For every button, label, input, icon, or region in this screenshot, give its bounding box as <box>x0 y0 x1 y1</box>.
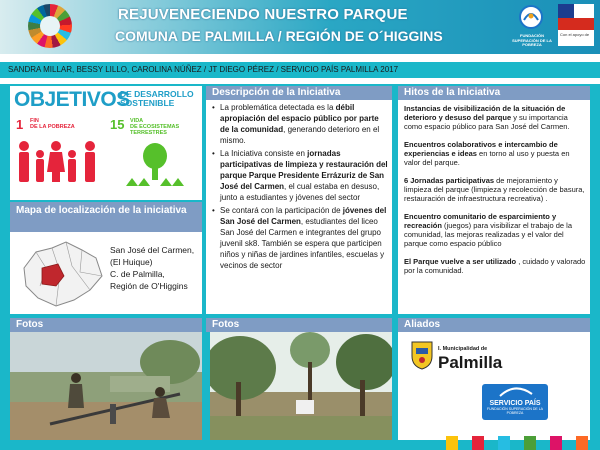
allies-heading: Aliados <box>398 318 590 332</box>
text-run: La Iniciativa consiste en <box>220 149 308 158</box>
sdg-subtitle-line: DE DESARROLLO <box>120 89 194 99</box>
location-map-panel <box>10 232 202 314</box>
sdg-goal-15 <box>110 116 198 194</box>
text-run: La problemática detectada es la <box>220 103 336 112</box>
text-run-bold: débil apropiación del espacio público por parte de la comunidad <box>220 103 379 134</box>
map-caption-line: (El Huique) <box>110 257 153 267</box>
goal-label-line: TERRESTRES <box>130 130 167 136</box>
sdg-goal-1 <box>16 116 102 194</box>
goal-label-line: DE ECOSISTEMAS <box>130 124 180 130</box>
page-subtitle: COMUNA DE PALMILLA / REGIÓN DE O´HIGGINS <box>115 28 443 44</box>
map-heading: Mapa de localización de la iniciativa <box>10 202 202 232</box>
text-run-bold: 6 Jornadas participativas <box>404 176 495 185</box>
region-map-icon <box>16 238 106 310</box>
fsp-logo-text: FUNDACIÓN SUPERACIÓN DE LA POBREZA <box>512 33 552 47</box>
goal-label-line: FIN <box>30 118 39 124</box>
text-run: , generando deterioro en el mismo. <box>220 125 380 145</box>
text-run: , el cual estaba en desuso, junto a estudiantes y jóvenes del sector <box>220 182 380 202</box>
description-body <box>212 102 388 273</box>
decor-square <box>524 436 536 450</box>
milestones-heading: Hitos de la Iniciativa <box>398 86 590 100</box>
milestone-item <box>404 140 586 167</box>
header <box>0 0 600 62</box>
goal-label <box>30 118 75 130</box>
milestone-item <box>404 212 586 248</box>
divider <box>0 78 600 84</box>
text-run: Se contará con la participación de <box>220 206 343 215</box>
allies-panel <box>398 332 590 440</box>
family-icon <box>16 138 102 188</box>
fsp-logo-icon <box>518 4 544 34</box>
sdg-wheel-icon <box>28 4 72 48</box>
park-photo-seesaw <box>10 332 202 440</box>
decor-square <box>498 436 510 450</box>
authors-line: SANDRA MILLAR, BESSY LILLO, CAROLINA NÚÑEZ / JT DIEGO PÉREZ / SERVICIO PAÍS PALMILLA 2017 <box>8 65 399 74</box>
sdg-title: OBJETIVOS <box>14 88 130 111</box>
text-run-bold: jornadas participativas de limpieza y restauración del parque Parque Presidente Errázuriz de San José del Carmen <box>220 149 388 191</box>
text-run: y su importancia como espacio público para San José del Carmen. <box>404 113 570 131</box>
text-run-bold: Instancias de visibilización de la situación de deterioro y desuso del parque <box>404 104 566 122</box>
government-logo-label: Con el apoyo de <box>560 32 590 37</box>
goal-label-line: VIDA <box>130 118 144 124</box>
description-bullet <box>212 205 388 271</box>
municipality-label: I. Municipalidad de <box>438 346 488 352</box>
map-caption <box>110 244 202 292</box>
text-run-bold: jóvenes del San José del Carmen <box>220 206 387 226</box>
milestones-panel <box>398 86 590 314</box>
milestone-item <box>404 104 586 131</box>
map-caption-line: Región de O'Higgins <box>110 281 188 291</box>
decor-square <box>472 436 484 450</box>
text-run-bold: Encuentros colaborativos e intercambio de experiencias e ideas <box>404 140 558 158</box>
sdg-subtitle-line: SOSTENIBLE <box>120 98 175 108</box>
milestone-item <box>404 257 586 275</box>
photos-heading-middle: Fotos <box>206 318 392 332</box>
park-trees-photo-illustration <box>210 332 392 440</box>
photos-heading-left: Fotos <box>10 318 202 332</box>
servicio-pais-swoosh-icon <box>482 384 548 398</box>
goal-label <box>130 118 179 136</box>
servicio-pais-subtitle: FUNDACIÓN SUPERACIÓN DE LA POBREZA <box>486 407 543 415</box>
text-run-bold: El Parque vuelve a ser utilizado <box>404 257 517 266</box>
seesaw-photo-illustration <box>10 332 202 440</box>
municipality-crest-icon <box>410 340 434 370</box>
park-photo-trees <box>210 332 392 440</box>
servicio-pais-logo <box>482 384 548 420</box>
milestones-body <box>404 104 586 284</box>
text-run: , cuidado y valorado por la comunidad. <box>404 257 586 275</box>
milestone-item <box>404 176 586 203</box>
description-bullet <box>212 102 388 146</box>
decor-square <box>446 436 458 450</box>
sdg-objectives-panel <box>10 86 202 200</box>
flag-blue-field <box>558 4 574 18</box>
goal-number: 1 <box>16 117 24 132</box>
flag-red-field <box>558 18 594 30</box>
servicio-pais-name: SERVICIO PAÍS <box>489 400 541 407</box>
text-run: en torno al uso y puesta en valor del parque. <box>404 149 570 167</box>
decor-square <box>550 436 562 450</box>
description-heading: Descripción de la Iniciativa <box>206 86 392 100</box>
goal-number: 15 <box>110 117 125 132</box>
sdg-subtitle <box>120 90 194 108</box>
municipality-name: Palmilla <box>438 353 503 372</box>
text-run-bold: Encuentro comunitario de esparcimiento y recreación <box>404 212 557 230</box>
text-run: (juegos) para visibilizar el trabajo de la comunidad, las mejoras realizadas y el valor del parque como espacio público <box>404 221 573 248</box>
text-run: , estudiantes del liceo San José del Carmen e integrantes del grupo juvenil sk8. También se espera que participen niños y niñas de jardines infantiles, escuelas y vecinos de sector <box>220 217 385 270</box>
goal-label-line: DE LA POBREZA <box>30 124 75 130</box>
text-run: de mejoramiento y limpieza del parque (limpieza y recolección de basura, restauración de infraestructura recreativa) . <box>404 176 585 203</box>
description-bullet <box>212 148 388 203</box>
decor-square <box>576 436 588 450</box>
government-logo <box>558 4 594 46</box>
map-caption-line: C. de Palmilla, <box>110 269 165 279</box>
tree-icon <box>120 142 190 192</box>
description-panel <box>206 86 392 314</box>
map-caption-line: San José del Carmen, <box>110 245 195 255</box>
page-title: REJUVENECIENDO NUESTRO PARQUE <box>118 6 408 23</box>
